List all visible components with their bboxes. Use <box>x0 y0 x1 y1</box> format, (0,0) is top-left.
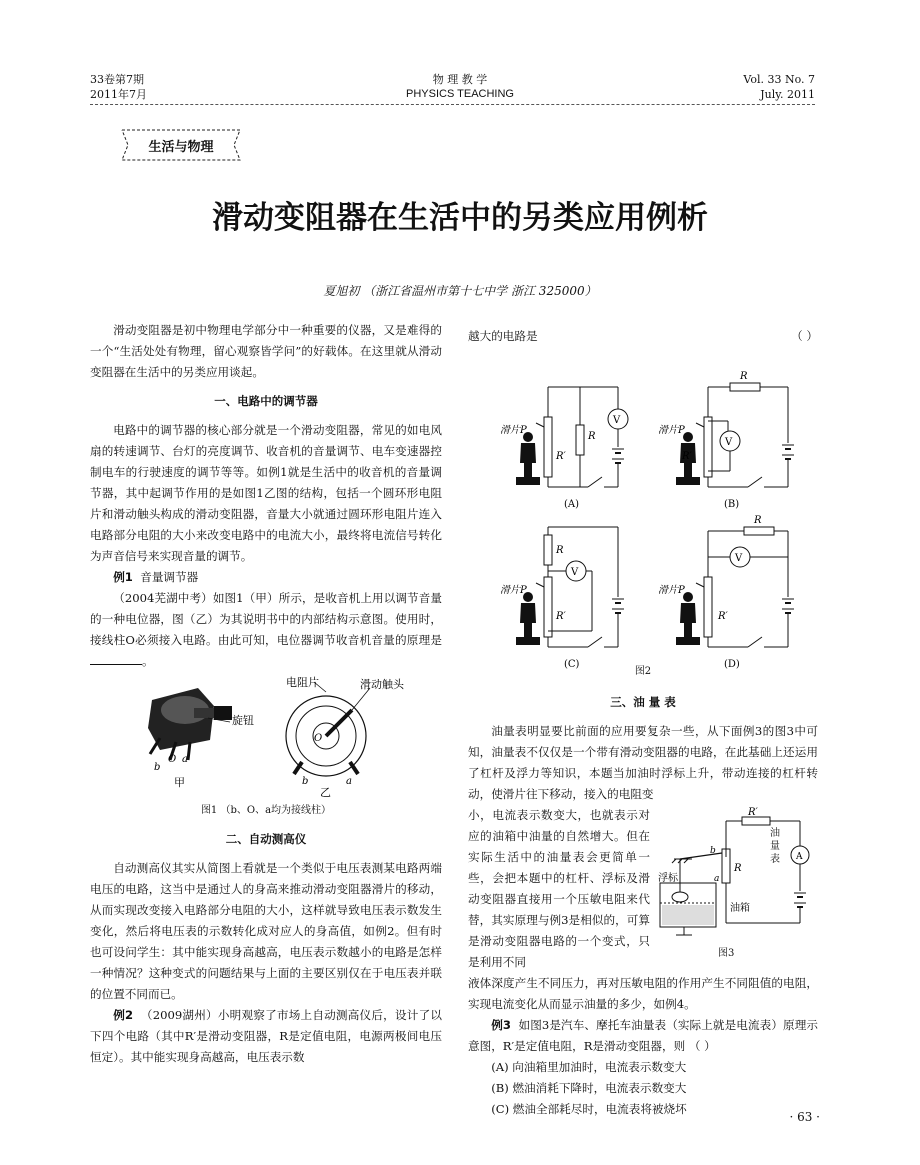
svg-text:滑片P: 滑片P <box>658 425 685 436</box>
svg-text:V: V <box>613 415 621 426</box>
example2-continuation <box>468 326 818 347</box>
svg-text:A: A <box>796 852 803 862</box>
figure-1-drawing <box>90 678 442 798</box>
circuit-d <box>658 515 794 670</box>
section-heading-2: 二、自动测高仪 <box>225 832 307 846</box>
figure-3-caption: 图3 <box>718 948 735 959</box>
header-volume <box>90 72 147 102</box>
float-label: 浮标 <box>658 873 678 884</box>
svg-text:a: a <box>346 776 352 787</box>
option-b: (B) 燃油消耗下降时，电流表示数变大 <box>491 1081 687 1095</box>
circuit-c <box>500 527 624 670</box>
article-title: 滑动变阻器在生活中的另类应用例析 <box>212 200 708 236</box>
svg-text:(C): (C) <box>564 659 580 670</box>
left-column <box>90 320 442 1068</box>
svg-text:b: b <box>302 776 309 787</box>
svg-text:滑片P: 滑片P <box>658 585 685 596</box>
option-c: (C) 燃油全部耗尽时，电流表将被烧坏 <box>491 1102 687 1116</box>
svg-text:R: R <box>740 371 748 382</box>
svg-text:V: V <box>571 567 579 578</box>
right-column <box>468 326 818 1120</box>
figure-1-caption: 图1 （b、O、a均为接线柱） <box>200 805 332 816</box>
svg-text:滑片P: 滑片P <box>500 585 527 596</box>
svg-text:R: R <box>754 515 762 526</box>
example2-label: 例2 <box>113 1008 134 1022</box>
tank-label: 油箱 <box>730 903 750 914</box>
svg-text:滑片P: 滑片P <box>500 425 527 436</box>
figure-2 <box>468 347 818 670</box>
svg-text:(A): (A) <box>564 499 580 510</box>
svg-text:V: V <box>735 553 743 564</box>
option-a: (A) 向油箱里加油时，电流表示数变大 <box>491 1060 687 1074</box>
figure-3-drawing <box>658 805 818 955</box>
section3-paragraph-a: 油量表明显要比前面的应用要复杂一些，从下面例3的图3中可知，油量表不仅仅是一个带有滑动变阻器的电路，在此基础上还运用了杠杆及浮力等知识，本题当加油时浮标上升，带动连接的杠杆转动，使滑片往下移动，接入的电阻变 <box>468 724 818 801</box>
header-date-cn: 2011年7月 <box>90 88 147 101</box>
header-date-en: July. 2011 <box>760 88 815 101</box>
column-tag <box>120 128 242 162</box>
svg-text:R: R <box>588 431 596 442</box>
example1-end: 。 <box>142 654 154 668</box>
svg-text:a: a <box>182 754 188 765</box>
potentiometer-illustration <box>148 688 232 760</box>
header-volume-en: Vol. 33 No. 7 <box>743 73 815 86</box>
figure-2-drawing <box>468 347 818 670</box>
section3-paragraph-c: 液体深度产生不同压力，再对压敏电阻的作用产生不同阻值的电阻，实现电流变化从而显示油量的多少，如例4。 <box>468 976 818 1011</box>
example2-bracket: （ ） <box>791 329 818 343</box>
figure-1 <box>90 678 442 798</box>
svg-text:b: b <box>710 846 716 856</box>
knob-label: 旋钮 <box>232 714 254 727</box>
header-journal <box>350 72 570 102</box>
section2-paragraph: 自动测高仪其实从简图上看就是一个类似于电压表测某电路两端电压的电路，这当中是通过人的身高来推动滑动变阻器滑片的移动，从而实现改变接入电路部分电阻的大小，这样就导致电压表示数发生变化，然后将电压表的示数转化成对应人的身高值，如例2。但有时也可设问学生：其中能实现身高越高，电压表示数越小的电路是怎样一种情况？这种变式的问题结果与上面的主要区别仅在于电压表并联的位置不同而已。 <box>90 861 442 1001</box>
example3-text <box>468 1015 818 1057</box>
svg-text:(D): (D) <box>724 659 740 670</box>
section3-paragraph-b: 小，电流表示数变大，也就表示对应的油箱中油量的自然增大。但在实际生活中的油量表会更简单一些，会把本题中的杠杆、浮标及滑动变阻器直接用一个压敏电阻来代替，其实原理与例3是相似的，可算是滑动变阻器电路的一个变式，只是利用不同 <box>468 808 650 969</box>
example3-label: 例3 <box>491 1018 511 1032</box>
example1-title: 音量调节器 <box>140 570 199 584</box>
svg-text:O: O <box>314 733 323 744</box>
label-jia: 甲 <box>174 776 185 789</box>
label-yi: 乙 <box>320 786 331 799</box>
author-line: 夏旭初 （浙江省温州市第十七中学 浙江 325000） <box>323 284 597 298</box>
example2-question: （2009湖州）小明观察了市场上自动测高仪后，设计了以下四个电路（其中R′是滑动变阻器，R是定值电阻，电源两极间电压恒定）。其中能实现身高越高，电压表示数 <box>90 1008 443 1064</box>
svg-text:O: O <box>168 754 177 765</box>
example2-question-end: 越大的电路是 <box>468 329 538 343</box>
svg-text:(B): (B) <box>724 499 740 510</box>
example2-text <box>90 1005 442 1068</box>
intro-paragraph: 滑动变阻器是初中物理电学部分中一种重要的仪器，又是难得的一个“生活处处有物理，留心观察皆学问”的好载体。在这里就从滑动变阻器在生活中的另类应用谈起。 <box>90 323 442 379</box>
svg-text:R′: R′ <box>556 451 566 462</box>
section-heading-3: 三、油 量 表 <box>610 695 676 709</box>
circuit-b <box>658 371 794 510</box>
svg-text:b: b <box>154 762 161 773</box>
slider-contact-label: 滑动触头 <box>360 678 404 691</box>
svg-text:V: V <box>725 437 733 448</box>
resistor-sheet-label: 电阻片 <box>286 676 319 689</box>
figure-2-caption: 图2 <box>634 666 652 677</box>
page-number: · 63 · <box>789 1110 820 1124</box>
header-rule <box>90 104 815 105</box>
section3-wrap <box>468 805 818 973</box>
figure-3 <box>658 805 818 973</box>
header-journal-cn: 物 理 教 学 <box>432 73 488 86</box>
header-journal-en: PHYSICS TEACHING <box>406 88 514 100</box>
svg-text:R′: R′ <box>718 611 728 622</box>
example3-question: 如图3是汽车、摩托车油量表（实际上就是电流表）原理示意图，R′是定值电阻，R是滑动变阻器，则 （ ） <box>468 1018 818 1053</box>
svg-text:R′: R′ <box>682 451 692 462</box>
ring-resistor-diagram <box>286 682 370 776</box>
svg-text:R: R <box>556 545 564 556</box>
circuit-a <box>500 387 628 510</box>
svg-text:a: a <box>714 874 720 884</box>
header-volume-cn: 33卷第7期 <box>90 73 144 86</box>
gauge-label: 油量表 <box>770 828 780 865</box>
section1-paragraph: 电路中的调节器的核心部分就是一个滑动变阻器，常见的如电风扇的转速调节、台灯的亮度调节、收音机的音量调节、电车变速器控制电车的行驶速度的调节等等。如例1就是生活中的收音机的音量调节器，其中起调节作用的是如图1乙图的结构，包括一个圆环形电阻片和滑动触头构成的滑动变阻器，音量大小就通过圆环形电阻片连入电路部分电阻的大小来改变电路中的电流大小，最终将电流信号转化为声音信号来实现音量的调节。 <box>90 423 442 563</box>
example1-text <box>90 588 442 672</box>
answer-blank <box>90 652 142 665</box>
svg-text:R: R <box>734 863 742 874</box>
example1-label: 例1 <box>113 570 133 584</box>
header-volume-en-block <box>660 72 815 102</box>
svg-text:R′: R′ <box>556 611 566 622</box>
example1-heading <box>90 567 442 588</box>
section-heading-1: 一、电路中的调节器 <box>214 394 318 408</box>
example1-question: （2004芜湖中考）如图1（甲）所示，是收音机上用以调节音量的一种电位器，图（乙）为其说明书中的内部结构示意图。使用时，接线柱O必须接入电路。由此可知，电位器调节收音机音量的原理是 <box>90 591 442 647</box>
svg-text:R′: R′ <box>748 807 758 818</box>
column-tag-label: 生活与物理 <box>148 140 214 155</box>
